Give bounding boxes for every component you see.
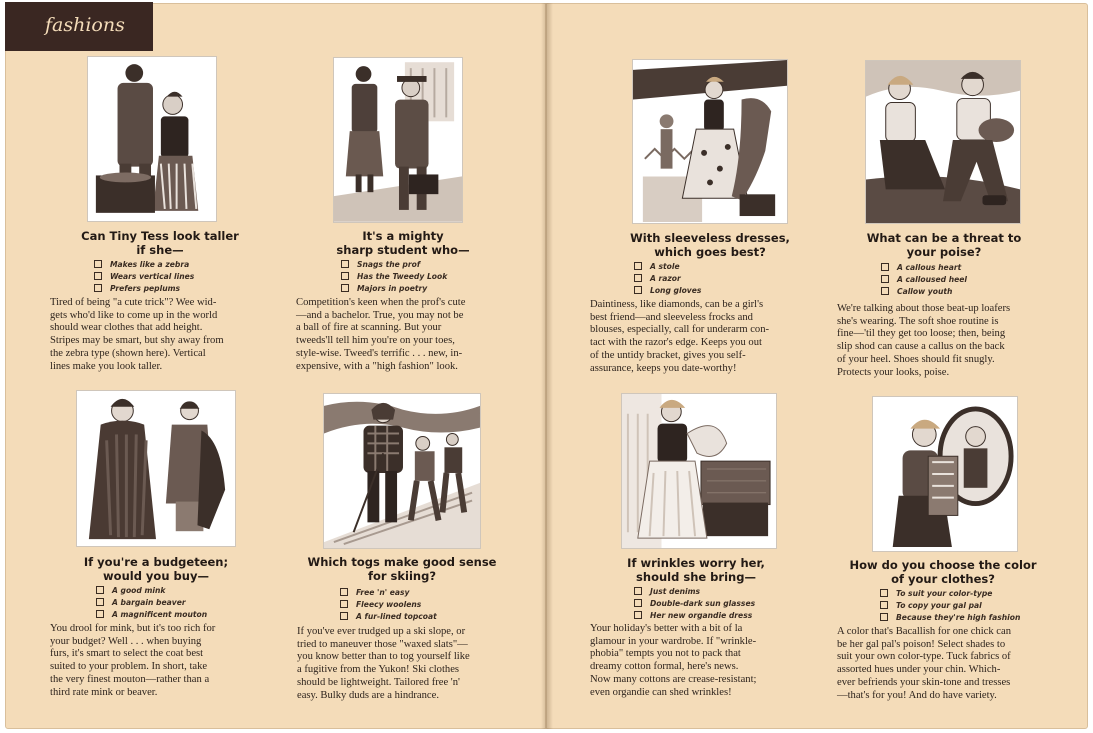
option-row[interactable]: Double-dark sun glasses [634, 597, 755, 609]
checkbox[interactable] [340, 588, 348, 596]
answer-text: Daintiness, like diamonds, can be a girl's best friend—and sleeveless frocks and blouses, especially, call for underarm con- tact with the razor's edge. Keeps you out of the untidy bracket, gives you self- assurance, keeps you date-worthy! [590, 299, 770, 374]
option-row[interactable]: A razor [634, 272, 701, 284]
illustration-tweed-student [333, 57, 463, 223]
answer-options [96, 584, 207, 620]
answer-options [634, 260, 701, 296]
checkbox[interactable] [880, 601, 888, 609]
illustration-mirror-color [872, 396, 1018, 552]
answer-text: If you've ever trudged up a ski slope, or tried to maneuver those "waxed slats"— you know better than to tog yourself like a fugitive from the Yukon! Ski clothes should be lightweight. Tailored free 'n' easy. Bulky duds are a hindrance. [297, 626, 470, 701]
option-row[interactable]: Free 'n' easy [340, 586, 437, 598]
answer-options [881, 261, 967, 297]
answer-options [634, 585, 755, 621]
quiz-question: What can be a threat to your poise? [866, 231, 1022, 259]
quiz-question: It's a mighty sharp student who— [336, 229, 470, 257]
answer-text: Tired of being "a cute trick"? Wee wid- gets who'd like to come up in the world should wear clothes that add height. Stripes may be smart, but shy away from the zebra type (shown here). Vertical lines make you look taller. [50, 297, 224, 372]
checkbox[interactable] [634, 262, 642, 270]
option-row[interactable]: A magnificent mouton [96, 608, 207, 620]
answer-options [340, 586, 437, 622]
section-tab [5, 2, 153, 51]
illustration-organdie-dress [621, 393, 777, 549]
option-row[interactable]: Snags the prof [341, 258, 447, 270]
answer-options [341, 258, 447, 294]
option-row[interactable]: A bargain beaver [96, 596, 207, 608]
option-row[interactable]: Her new organdie dress [634, 609, 755, 621]
answer-text: A color that's Bacallish for one chick can be her gal pal's poison! Select shades to suit your own color-type. Tuck fabrics of assorted hues under your chin. Which- ever befriends your skin-tone and tresses —that's for you! And do have variety. [837, 626, 1011, 701]
page-gutter [541, 3, 553, 729]
illustration-tall-girl-record-player [87, 56, 217, 222]
checkbox[interactable] [96, 610, 104, 618]
illustration-loafers-couple [865, 60, 1021, 224]
checkbox[interactable] [880, 589, 888, 597]
option-row[interactable]: Just denims [634, 585, 755, 597]
checkbox[interactable] [341, 272, 349, 280]
option-row[interactable]: Makes like a zebra [94, 258, 194, 270]
checkbox[interactable] [880, 613, 888, 621]
quiz-question: How do you choose the color of your clothes? [849, 558, 1037, 586]
option-row[interactable]: Fleecy woolens [340, 598, 437, 610]
option-row[interactable]: To suit your color-type [880, 587, 1020, 599]
checkbox[interactable] [340, 600, 348, 608]
checkbox[interactable] [96, 586, 104, 594]
answer-text: You drool for mink, but it's too rich for your budget? Well . . . when buying furs, it's smart to select the coat best suited to your problem. In short, take the very finest mouton—rather than a third rate mink or beaver. [50, 623, 216, 698]
quiz-question: If you're a budgeteen; would you buy— [83, 555, 229, 583]
quiz-question: Which togs make good sense for skiing? [307, 555, 497, 583]
checkbox[interactable] [94, 284, 102, 292]
answer-text: We're talking about those beat-up loafers she's wearing. The soft shoe routine is fine—'til they get too loose; then, being slip shod can cause a callus on the back of your heel. Shoes should fit snugly. Protects your looks, poise. [837, 303, 1011, 378]
illustration-skiers [323, 393, 481, 549]
option-row[interactable]: To copy your gal pal [880, 599, 1020, 611]
checkbox[interactable] [94, 272, 102, 280]
option-row[interactable]: A fur-lined topcoat [340, 610, 437, 622]
quiz-question: If wrinkles worry her, should she bring— [627, 556, 765, 584]
checkbox[interactable] [634, 599, 642, 607]
checkbox[interactable] [94, 260, 102, 268]
checkbox[interactable] [634, 274, 642, 282]
checkbox[interactable] [340, 612, 348, 620]
checkbox[interactable] [881, 275, 889, 283]
option-row[interactable]: Long gloves [634, 284, 701, 296]
answer-text: Competition's keen when the prof's cute —and a bachelor. True, you may not be a ball of fire at scanning. But your tweeds'll tell him you're on your toes, style-wise. Tweed's terrific . . . new, in- expensive, with a "high fashion" look. [296, 297, 466, 372]
option-row[interactable]: A calloused heel [881, 273, 967, 285]
illustration-carousel-sleeveless [632, 59, 788, 224]
option-row[interactable]: A stole [634, 260, 701, 272]
answer-text: Your holiday's better with a bit of la glamour in your wardrobe. If "wrinkle- phobia" tempts you not to pack that dreamy cotton formal, here's news. Now many cottons are crease-resistant; even organdie can shed wrinkles! [590, 623, 757, 698]
option-row[interactable]: Prefers peplums [94, 282, 194, 294]
answer-options [94, 258, 194, 294]
option-row[interactable]: Callow youth [881, 285, 967, 297]
checkbox[interactable] [881, 287, 889, 295]
illustration-fur-coats [76, 390, 236, 547]
option-row[interactable]: Wears vertical lines [94, 270, 194, 282]
option-row[interactable]: Because they're high fashion [880, 611, 1020, 623]
checkbox[interactable] [634, 286, 642, 294]
option-row[interactable]: Has the Tweedy Look [341, 270, 447, 282]
section-title: fashions [45, 14, 125, 36]
checkbox[interactable] [634, 611, 642, 619]
answer-options [880, 587, 1020, 623]
option-row[interactable]: Majors in poetry [341, 282, 447, 294]
checkbox[interactable] [96, 598, 104, 606]
checkbox[interactable] [341, 284, 349, 292]
checkbox[interactable] [634, 587, 642, 595]
option-row[interactable]: A good mink [96, 584, 207, 596]
quiz-question: With sleeveless dresses, which goes best? [630, 231, 790, 259]
option-row[interactable]: A callous heart [881, 261, 967, 273]
quiz-question: Can Tiny Tess look taller if she— [81, 229, 239, 257]
checkbox[interactable] [341, 260, 349, 268]
checkbox[interactable] [881, 263, 889, 271]
